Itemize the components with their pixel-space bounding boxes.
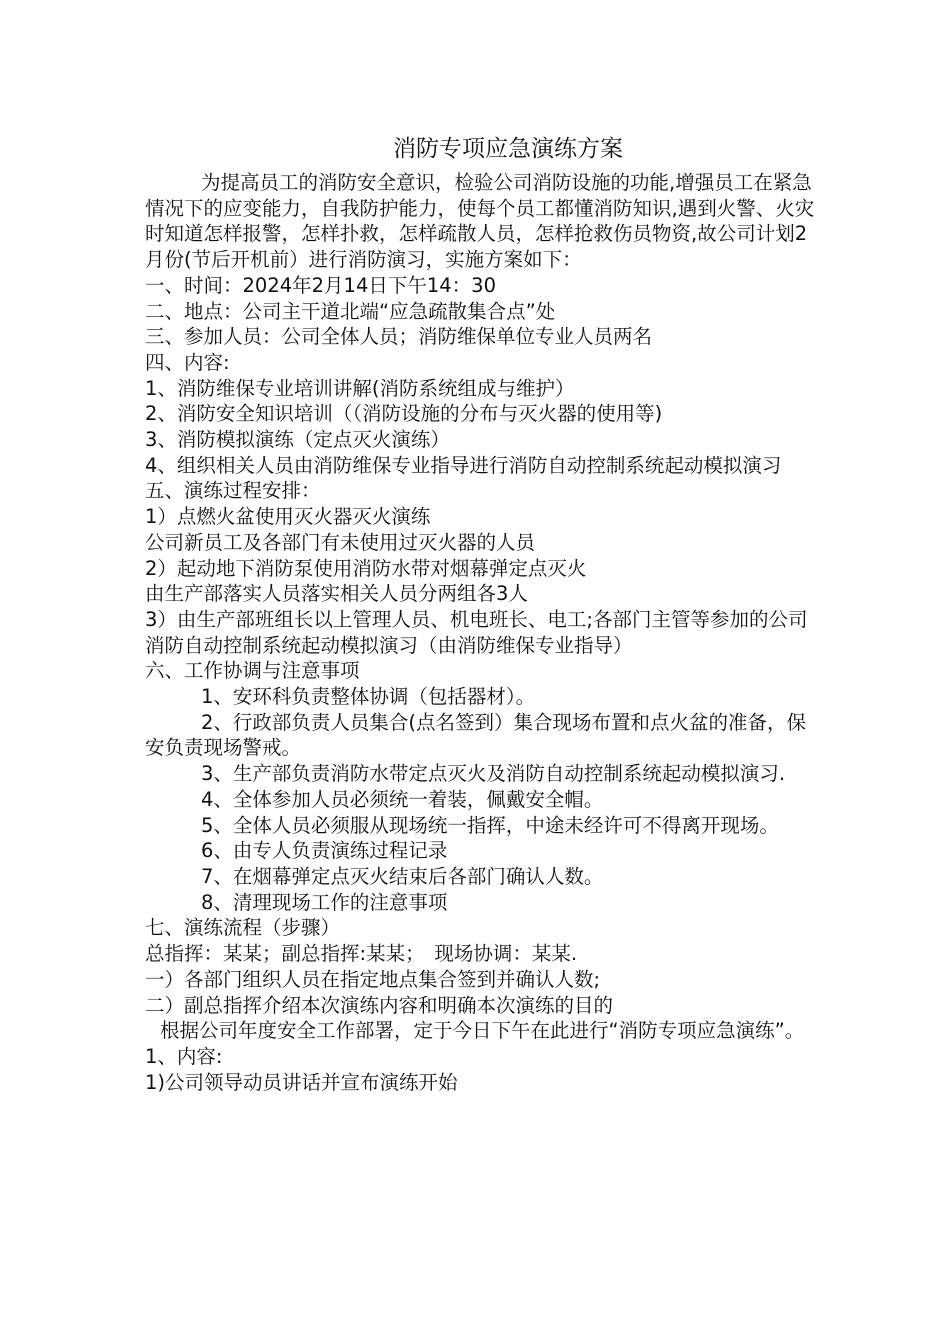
participants-line: 三、参加人员：公司全体人员；消防维保单位专业人员两名 — [145, 325, 653, 349]
process-item: 公司新员工及各部门有未使用过灭火器的人员 — [145, 530, 536, 554]
coordination-item: 5、全体人员必须服从现场统一指挥，中途未经许可不得离开现场。 — [201, 813, 779, 837]
document-body — [145, 170, 817, 1095]
content-item: 1、消防维保专业培训讲解(消防系统组成与维护） — [145, 376, 575, 400]
content-heading: 四、内容: — [145, 350, 230, 374]
process-item: 3）由生产部班组长以上管理人员、机电班长、电工;各部门主管等参加的公司消防自动控制系统起动模拟演习（由消防维保专业指导） — [145, 607, 808, 657]
content-item: 3、消防模拟演练（定点灭火演练） — [145, 428, 450, 452]
coordination-item: 6、由专人负责演练过程记录 — [201, 839, 448, 863]
coordination-item: 3、生产部负责消防水带定点灭火及消防自动控制系统起动模拟演习. — [201, 762, 786, 786]
process-item: 1）点燃火盆使用灭火器灭火演练 — [145, 505, 431, 529]
process-heading: 五、演练过程安排： — [145, 479, 321, 503]
flow-step: 一）各部门组织人员在指定地点集合签到并确认人数; — [145, 967, 601, 991]
process-item: 由生产部落实人员落实相关人员分两组各3人 — [145, 582, 528, 606]
coordination-item: 1、安环科负责整体协调（包括器材）。 — [201, 685, 536, 709]
coordination-item: 4、全体参加人员必须统一着装，佩戴安全帽。 — [201, 787, 604, 811]
place-line: 二、地点：公司主干道北端“应急疏散集合点”处 — [145, 299, 556, 323]
sub-content-heading: 1、内容: — [145, 1044, 223, 1068]
intro-paragraph: 为提高员工的消防安全意识，检验公司消防设施的功能,增强员工在紧急情况下的应变能力，自我防护能力，使每个员工都懂消防知识,遇到火警、火灾时知道怎样报警，怎样扑救，怎样疏散人员，怎样抢救伤员物资,故公司计划2月份(节后开机前）进行消防演习，实施方案如下： — [145, 171, 815, 272]
flow-heading: 七、演练流程（步骤） — [145, 916, 341, 940]
coordination-item: 7、在烟幕弹定点灭火结束后各部门确认人数。 — [201, 864, 604, 888]
content-item: 2、消防安全知识培训（（消防设施的分布与灭火器的使用等) — [145, 402, 663, 426]
commanders-line: 总指挥：某某；副总指挥:某某； 现场协调：某某. — [145, 942, 578, 966]
coordination-heading: 六、工作协调与注意事项 — [145, 659, 360, 683]
content-item: 4、组织相关人员由消防维保专业指导进行消防自动控制系统起动模拟演习 — [145, 453, 782, 477]
flow-statement: 根据公司年度安全工作部署，定于今日下午在此进行“消防专项应急演练”。 — [160, 1019, 805, 1043]
process-item: 2）起动地下消防泵使用消防水带对烟幕弹定点灭火 — [145, 556, 587, 580]
time-line: 一、时间：2024年2月14日下午14：30 — [145, 273, 496, 297]
document-title: 消防专项应急演练方案 — [393, 136, 623, 162]
coordination-item: 8、清理现场工作的注意事项 — [201, 890, 448, 914]
coordination-item: 2、行政部负责人员集合(点名签到）集合现场布置和点火盆的准备，保安负责现场警戒。 — [145, 710, 807, 760]
flow-step: 二）副总指挥介绍本次演练内容和明确本次演练的目的 — [145, 993, 614, 1017]
sub-content-item: 1)公司领导动员讲话并宣布演练开始 — [145, 1070, 458, 1094]
